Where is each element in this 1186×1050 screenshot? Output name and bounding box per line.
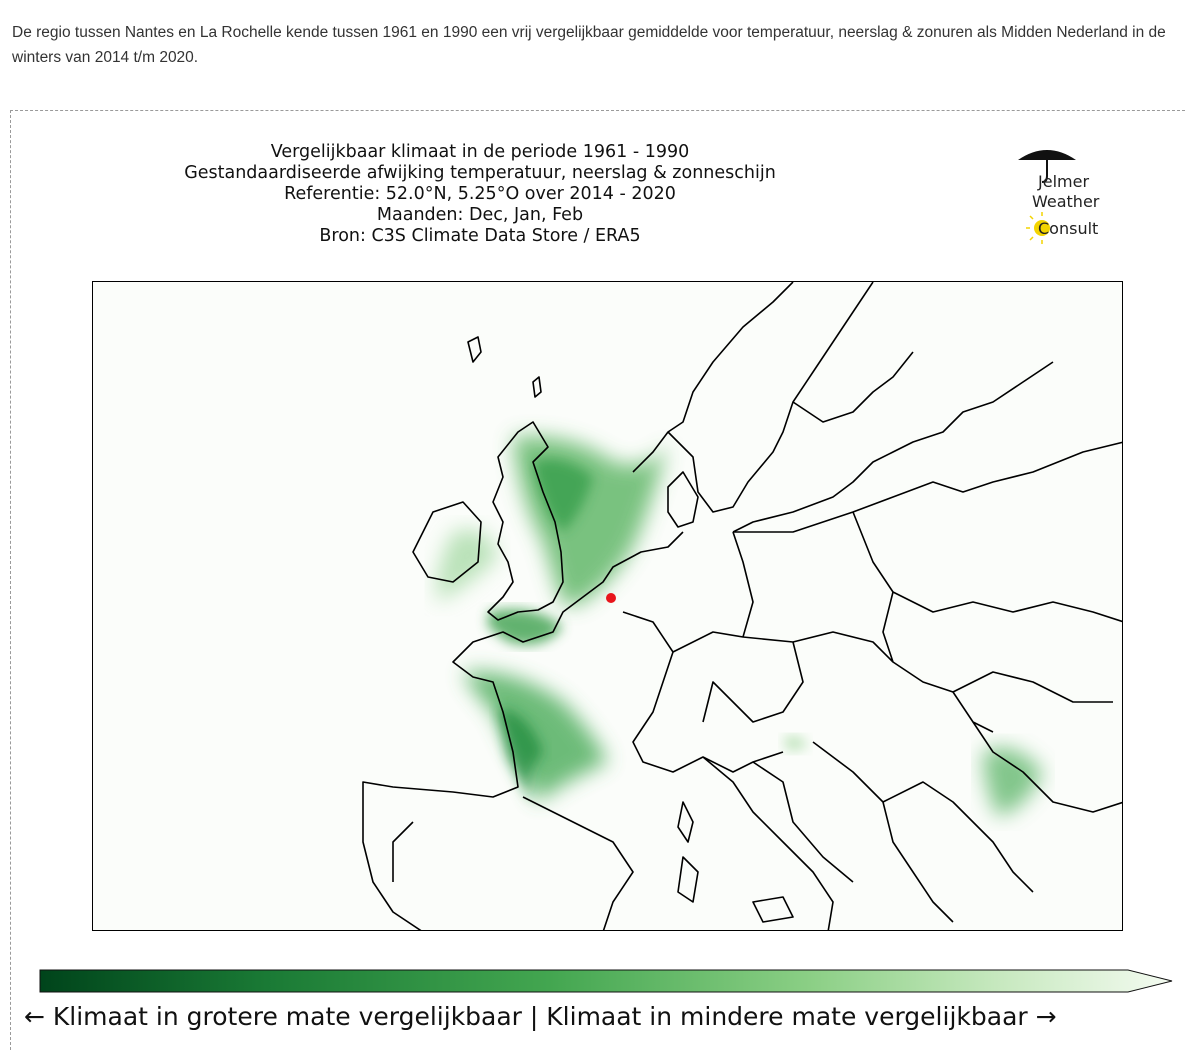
logo-text-3: Consult [1038, 219, 1099, 238]
logo-text-2: Weather [1032, 192, 1100, 211]
climate-map [92, 281, 1123, 931]
figure-title [130, 142, 830, 247]
title-line-4: Maanden: Dec, Jan, Feb [376, 205, 584, 225]
colorbar [38, 966, 1178, 996]
intro-paragraph: De regio tussen Nantes en La Rochelle kende tussen 1961 en 1990 een vrij vergelijkbaar gemiddelde voor temperatuur, neerslag & zonuren als Midden Nederland in de winters van 2014 t/m 2020. [12, 24, 1166, 66]
colorbar-caption: ← Klimaat in grotere mate vergelijkbaar | Klimaat in mindere mate vergelijkbaar → [24, 1002, 1057, 1031]
title-line-3: Referentie: 52.0°N, 5.25°O over 2014 - 2020 [284, 184, 676, 204]
title-line-2: Gestandaardiseerde afwijking temperatuur, neerslag & zonneschijn [184, 163, 776, 183]
jelmer-weather-consult-logo [1012, 146, 1122, 246]
reference-point-marker [606, 593, 616, 603]
colorbar-svg [38, 966, 1178, 996]
title-line-1: Vergelijkbaar klimaat in de periode 1961 - 1990 [270, 142, 690, 162]
europe-map-svg [93, 282, 1123, 931]
logo-text-1: Jelmer [1038, 172, 1090, 191]
title-line-5: Bron: C3S Climate Data Store / ERA5 [319, 226, 641, 246]
